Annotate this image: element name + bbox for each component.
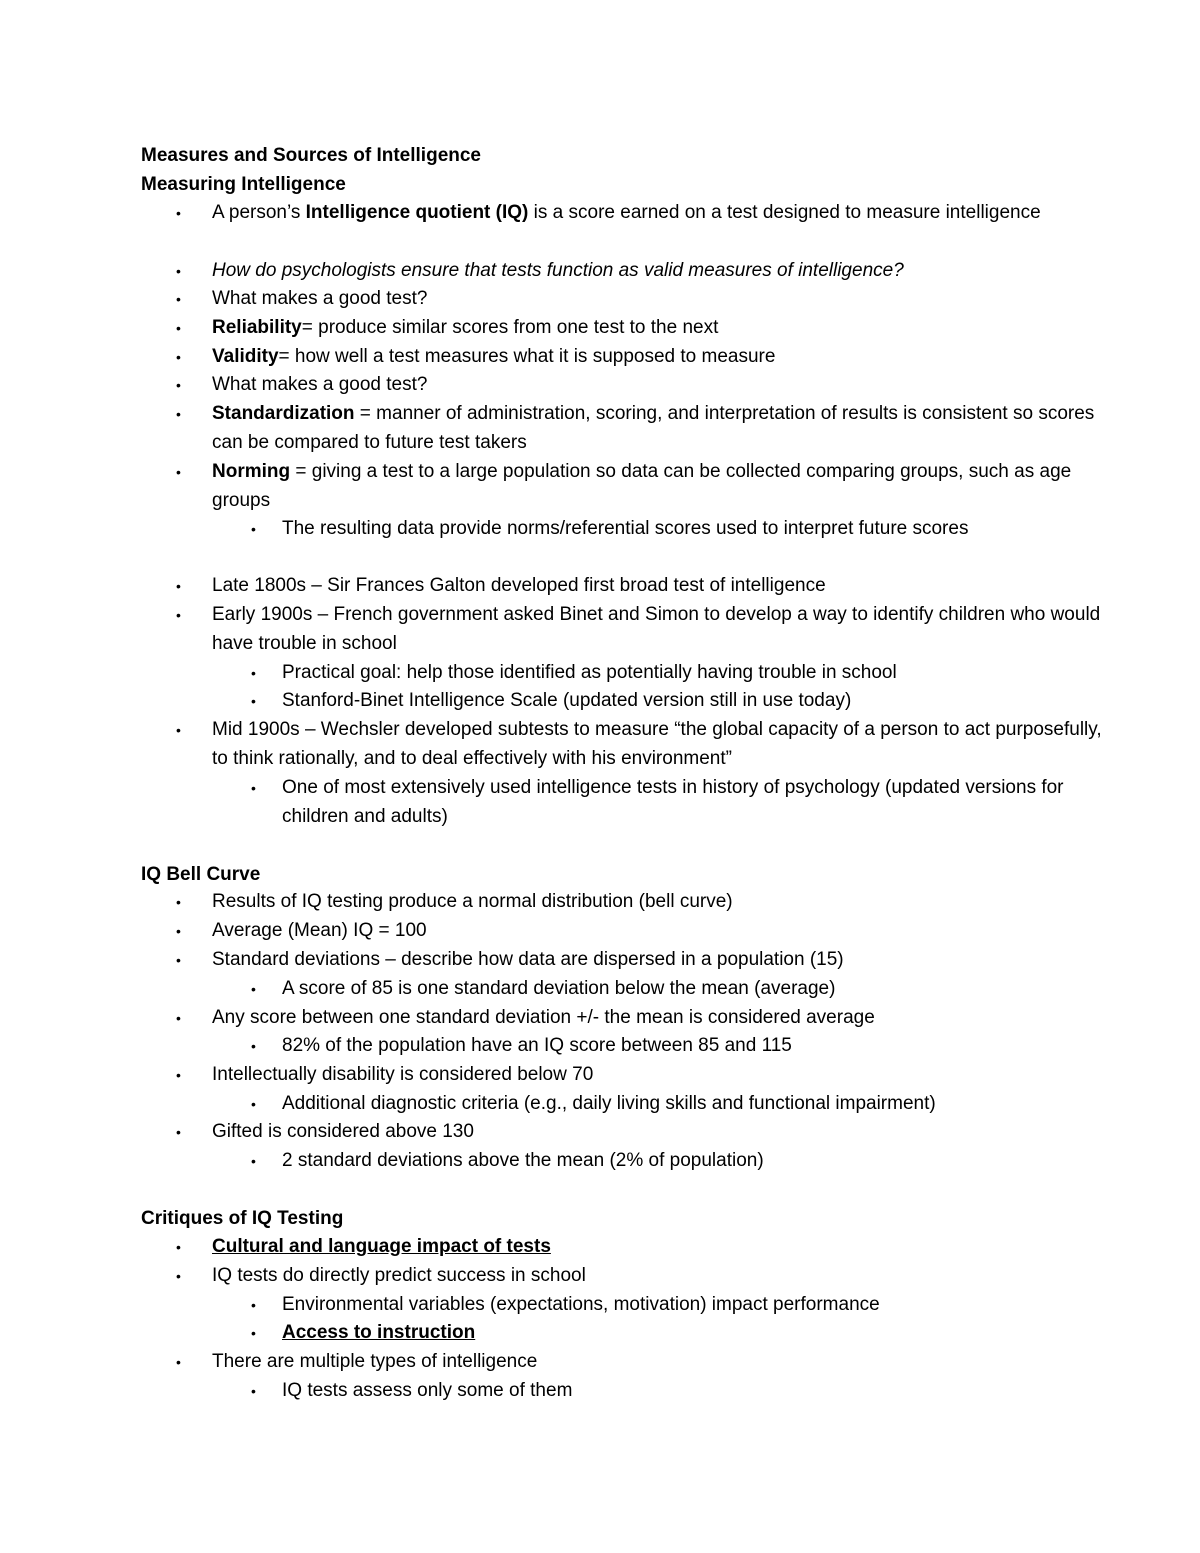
list-item: Mid 1900s – Wechsler developed subtests to measure “the global capacity of a person to act purposefully, to think rationally, and to deal effectively with his environment” xyxy=(212,719,1102,769)
bullet: • xyxy=(176,1124,181,1140)
section-heading-iq-bell-curve: IQ Bell Curve xyxy=(141,864,261,885)
bullet: • xyxy=(251,1383,256,1399)
bullet: • xyxy=(176,406,181,422)
list-item: Norming = giving a test to a large population so data can be collected comparing groups, such as age groups xyxy=(212,461,1072,511)
bullet: • xyxy=(176,377,181,393)
bullet: • xyxy=(251,981,256,997)
document-title: Measures and Sources of Intelligence xyxy=(141,145,481,166)
list-item: Any score between one standard deviation +/- the mean is considered average xyxy=(212,1007,875,1028)
list-item: Average (Mean) IQ = 100 xyxy=(212,920,427,941)
term-validity: Validity xyxy=(212,346,279,367)
bullet: • xyxy=(176,722,181,738)
list-subitem: Environmental variables (expectations, motivation) impact performance xyxy=(282,1294,880,1315)
bullet: • xyxy=(251,1038,256,1054)
list-item: A person’s Intelligence quotient (IQ) is a score earned on a test designed to measure intelligence xyxy=(212,202,1041,223)
list-item: What makes a good test? xyxy=(212,374,428,395)
bullet: • xyxy=(251,1153,256,1169)
bullet: • xyxy=(176,1010,181,1026)
bullet: • xyxy=(251,780,256,796)
bullet: • xyxy=(251,521,256,537)
list-item: How do psychologists ensure that tests function as valid measures of intelligence? xyxy=(212,260,904,281)
bullet: • xyxy=(251,693,256,709)
list-subitem: Practical goal: help those identified as potentially having trouble in school xyxy=(282,662,897,683)
list-subitem: 2 standard deviations above the mean (2% of population) xyxy=(282,1150,764,1171)
bullet: • xyxy=(176,1067,181,1083)
list-subitem: A score of 85 is one standard deviation below the mean (average) xyxy=(282,978,836,999)
list-item: Early 1900s – French government asked Binet and Simon to develop a way to identify children who would have trouble in school xyxy=(212,604,1101,654)
section-heading-measuring-intelligence: Measuring Intelligence xyxy=(141,174,346,195)
bullet: • xyxy=(176,205,181,221)
bullet: • xyxy=(251,665,256,681)
list-item: Intellectually disability is considered below 70 xyxy=(212,1064,594,1085)
list-subitem: Access to instruction xyxy=(282,1322,476,1343)
list-item: Cultural and language impact of tests xyxy=(212,1236,551,1257)
bullet: • xyxy=(176,1239,181,1255)
bullet: • xyxy=(176,320,181,336)
list-item: There are multiple types of intelligence xyxy=(212,1351,538,1372)
list-item: Standard deviations – describe how data are dispersed in a population (15) xyxy=(212,949,844,970)
list-subitem: Additional diagnostic criteria (e.g., daily living skills and functional impairment) xyxy=(282,1093,936,1114)
bullet: • xyxy=(176,952,181,968)
list-item: IQ tests do directly predict success in school xyxy=(212,1265,586,1286)
term-iq: Intelligence quotient (IQ) xyxy=(305,202,529,223)
list-item: Gifted is considered above 130 xyxy=(212,1121,474,1142)
list-item: Results of IQ testing produce a normal distribution (bell curve) xyxy=(212,891,733,912)
bullet: • xyxy=(176,607,181,623)
list-item: Reliability= produce similar scores from one test to the next xyxy=(212,317,719,338)
list-subitem: Stanford-Binet Intelligence Scale (updated version still in use today) xyxy=(282,690,852,711)
bullet: • xyxy=(251,1096,256,1112)
bullet: • xyxy=(176,578,181,594)
term-reliability: Reliability xyxy=(212,317,302,338)
bullet: • xyxy=(176,464,181,480)
bullet: • xyxy=(251,1325,256,1341)
bullet: • xyxy=(176,291,181,307)
term-standardization: Standardization xyxy=(212,403,355,424)
bullet: • xyxy=(176,1354,181,1370)
list-subitem: The resulting data provide norms/referential scores used to interpret future scores xyxy=(282,518,969,539)
bullet: • xyxy=(176,1268,181,1284)
bullet: • xyxy=(176,923,181,939)
bullet: • xyxy=(176,263,181,279)
term-norming: Norming xyxy=(212,461,291,482)
list-item: What makes a good test? xyxy=(212,288,428,309)
list-item: Standardization = manner of administration, scoring, and interpretation of results is consistent so scores can be compared to future test takers xyxy=(212,403,1095,453)
list-item: Validity= how well a test measures what it is supposed to measure xyxy=(212,346,776,367)
bullet: • xyxy=(251,1297,256,1313)
list-subitem: 82% of the population have an IQ score between 85 and 115 xyxy=(282,1035,792,1056)
bullet: • xyxy=(176,349,181,365)
list-item: Late 1800s – Sir Frances Galton developed first broad test of intelligence xyxy=(212,575,826,596)
section-heading-critiques: Critiques of IQ Testing xyxy=(141,1208,344,1229)
list-subitem: IQ tests assess only some of them xyxy=(282,1380,573,1401)
bullet: • xyxy=(176,894,181,910)
list-subitem: One of most extensively used intelligence tests in history of psychology (updated versions for children and adults) xyxy=(282,777,1064,827)
